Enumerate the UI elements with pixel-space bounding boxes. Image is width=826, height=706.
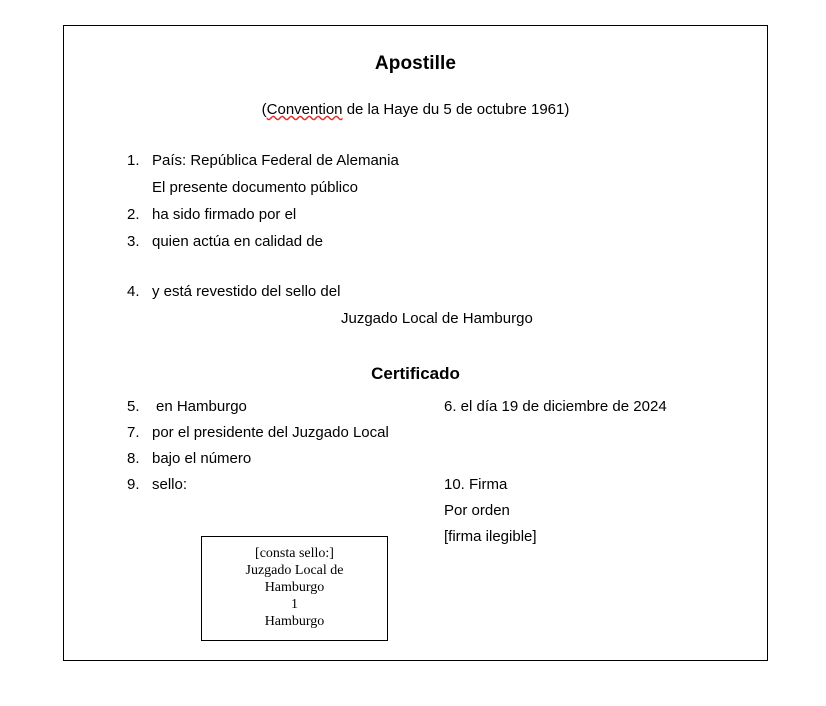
seal-line-2: Juzgado Local de — [245, 563, 344, 578]
subtitle-open-paren: ( — [261, 101, 267, 118]
seal-line-3: Hamburgo — [264, 580, 325, 595]
spellcheck-underlined-word: Convention — [266, 101, 343, 118]
list-item-text: ha sido firmado por el — [152, 206, 297, 223]
seal-stamp-box — [201, 536, 388, 641]
list-item-number: 5. — [127, 398, 140, 415]
by-order-text: Por orden — [444, 502, 510, 519]
list-item-number: 4. — [127, 283, 140, 300]
list-item-text: en Hamburgo — [156, 398, 247, 415]
list-item-text: por el presidente del Juzgado Local — [152, 424, 389, 441]
list-item-number: 9. — [127, 476, 140, 493]
certificate-date: 6. el día 19 de diciembre de 2024 — [444, 398, 667, 415]
list-item-number: 2. — [127, 206, 140, 223]
list-item-text: El presente documento público — [152, 179, 358, 196]
document-subtitle — [64, 101, 767, 118]
list-item-text: sello: — [152, 476, 188, 493]
list-item-text: País: República Federal de Alemania — [152, 152, 399, 169]
list-item-text: bajo el número — [152, 450, 252, 467]
list-item-number: 8. — [127, 450, 140, 467]
list-item-text: y está revestido del sello del — [152, 283, 341, 300]
illegible-signature-text: [firma ilegible] — [444, 528, 537, 545]
list-item-number: 3. — [127, 233, 140, 250]
seal-line-5: Hamburgo — [264, 614, 325, 629]
issuing-authority-line: Juzgado Local de Hamburgo — [341, 310, 533, 327]
seal-line-1: [consta sello:] — [255, 546, 334, 561]
seal-line-4: 1 — [291, 597, 298, 612]
signature-label: 10. Firma — [444, 476, 508, 493]
document-frame — [63, 25, 768, 661]
list-item-number: 7. — [127, 424, 140, 441]
section-title-certificado: Certificado — [371, 364, 460, 383]
page-title: Apostille — [374, 53, 457, 74]
list-item-number: 1. — [127, 152, 140, 169]
subtitle-rest: de la Haye du 5 de octubre 1961) — [342, 101, 570, 118]
list-item-text: quien actúa en calidad de — [152, 233, 323, 250]
